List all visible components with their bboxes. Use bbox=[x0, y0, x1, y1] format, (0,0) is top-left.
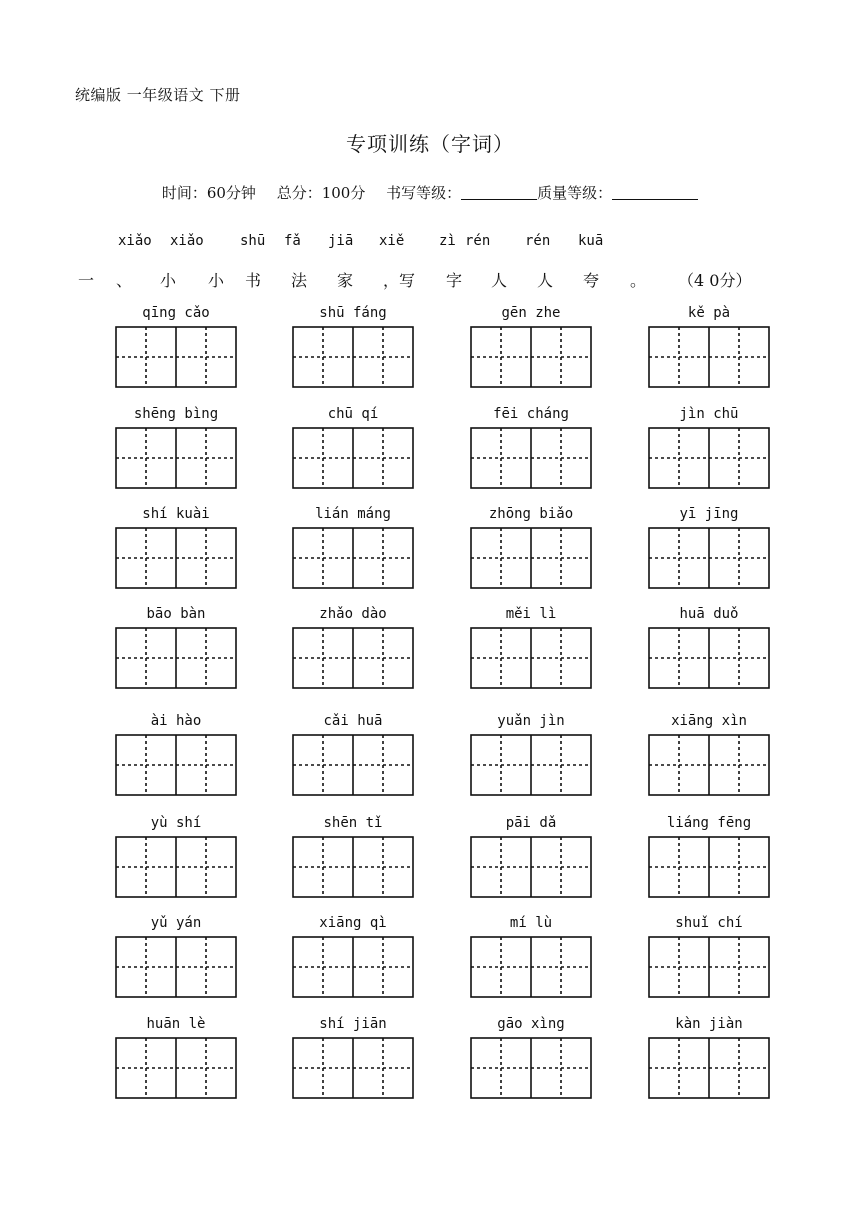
word-cell bbox=[115, 504, 237, 589]
word-cell bbox=[648, 813, 770, 898]
writing-box-pair[interactable] bbox=[115, 326, 237, 388]
writing-box-pair[interactable] bbox=[292, 734, 414, 796]
word-cell bbox=[648, 711, 770, 796]
word-cell bbox=[292, 404, 414, 489]
question-pinyin-syllable: kuā bbox=[578, 233, 604, 249]
word-pinyin: cǎi huā bbox=[323, 713, 383, 729]
word-pinyin: pāi dǎ bbox=[505, 815, 557, 831]
word-cell bbox=[470, 504, 592, 589]
word-cell bbox=[115, 303, 237, 388]
writing-box-pair[interactable] bbox=[115, 627, 237, 689]
word-cell bbox=[648, 303, 770, 388]
writing-box-pair[interactable] bbox=[115, 527, 237, 589]
question-pinyin-syllable: shū bbox=[240, 233, 266, 249]
question-pinyin-syllable: xiǎo bbox=[118, 233, 152, 249]
word-pinyin: gēn zhe bbox=[501, 305, 561, 321]
word-pinyin: chū qí bbox=[327, 406, 379, 422]
question-pinyin-syllable: rén bbox=[525, 233, 551, 249]
question-char: 人 bbox=[537, 271, 554, 290]
word-cell bbox=[470, 604, 592, 689]
page-header: 统编版 一年级语文 下册 bbox=[75, 86, 241, 104]
writing-box-pair[interactable] bbox=[292, 527, 414, 589]
writing-box-pair[interactable] bbox=[115, 427, 237, 489]
word-cell bbox=[648, 404, 770, 489]
word-cell bbox=[115, 813, 237, 898]
writing-box-pair[interactable] bbox=[470, 627, 592, 689]
word-pinyin: liáng fēng bbox=[666, 815, 752, 831]
writing-box-pair[interactable] bbox=[648, 527, 770, 589]
question-pinyin-syllable: fǎ bbox=[284, 233, 301, 249]
question-one bbox=[0, 268, 860, 292]
word-cell bbox=[648, 504, 770, 589]
question-number: 一 bbox=[78, 271, 95, 290]
question-pinyin-syllable: jiā bbox=[328, 233, 354, 249]
word-pinyin: mí lù bbox=[509, 915, 553, 931]
writing-box-pair[interactable] bbox=[648, 1037, 770, 1099]
word-pinyin: shuǐ chí bbox=[675, 915, 743, 931]
word-cell bbox=[470, 813, 592, 898]
word-pinyin: shēng bìng bbox=[133, 406, 219, 422]
question-points: （4 0分） bbox=[678, 271, 752, 290]
writing-box-pair[interactable] bbox=[648, 627, 770, 689]
word-pinyin: shēn tǐ bbox=[323, 815, 383, 831]
word-cell bbox=[470, 303, 592, 388]
question-char: 字 bbox=[446, 271, 463, 290]
word-cell bbox=[292, 604, 414, 689]
writing-box-pair[interactable] bbox=[470, 427, 592, 489]
writing-box-pair[interactable] bbox=[115, 836, 237, 898]
writing-box-pair[interactable] bbox=[470, 734, 592, 796]
question-char: 夸 bbox=[583, 271, 600, 290]
word-pinyin: gāo xìng bbox=[497, 1016, 565, 1032]
question-char: 家 bbox=[337, 271, 354, 290]
word-pinyin: xiāng qì bbox=[319, 915, 387, 931]
writing-box-pair[interactable] bbox=[470, 1037, 592, 1099]
writing-grade-blank[interactable] bbox=[461, 185, 537, 200]
word-pinyin: měi lì bbox=[505, 606, 557, 622]
writing-box-pair[interactable] bbox=[115, 1037, 237, 1099]
question-char: ，写 bbox=[383, 271, 416, 290]
question-pinyin-syllable: rén bbox=[465, 233, 491, 249]
writing-box-pair[interactable] bbox=[292, 936, 414, 998]
writing-box-pair[interactable] bbox=[648, 936, 770, 998]
word-cell bbox=[470, 711, 592, 796]
quality-grade-label: 质量等级： bbox=[537, 184, 613, 202]
question-char: 法 bbox=[291, 271, 308, 290]
exam-time: 时间：60分钟 bbox=[161, 184, 256, 202]
word-pinyin: shí jiān bbox=[319, 1016, 387, 1032]
word-cell bbox=[115, 404, 237, 489]
word-pinyin: xiāng xìn bbox=[671, 713, 747, 729]
word-pinyin: yuǎn jìn bbox=[497, 713, 565, 729]
word-cell bbox=[292, 913, 414, 998]
word-pinyin: kě pà bbox=[687, 305, 731, 321]
word-cell bbox=[648, 604, 770, 689]
word-cell bbox=[648, 1014, 770, 1099]
word-pinyin: lián máng bbox=[315, 506, 391, 522]
question-pinyin-syllable: zì bbox=[439, 233, 456, 249]
word-pinyin: huā duǒ bbox=[679, 606, 739, 622]
word-pinyin: zhōng biǎo bbox=[488, 506, 574, 522]
word-pinyin: shū fáng bbox=[319, 305, 387, 321]
word-cell bbox=[115, 604, 237, 689]
question-char: 书 bbox=[245, 271, 262, 290]
writing-box-pair[interactable] bbox=[470, 527, 592, 589]
word-pinyin: shí kuài bbox=[142, 506, 210, 522]
writing-box-pair[interactable] bbox=[292, 326, 414, 388]
word-cell bbox=[292, 1014, 414, 1099]
writing-box-pair[interactable] bbox=[470, 836, 592, 898]
writing-box-pair[interactable] bbox=[115, 734, 237, 796]
word-pinyin: bāo bàn bbox=[146, 606, 206, 622]
question-char: 、 bbox=[116, 271, 133, 290]
question-pinyin-syllable: xiǎo bbox=[170, 233, 204, 249]
word-pinyin: qīng cǎo bbox=[142, 305, 210, 321]
writing-box-pair[interactable] bbox=[648, 734, 770, 796]
writing-box-pair[interactable] bbox=[470, 936, 592, 998]
page-title: 专项训练（字词） bbox=[346, 132, 514, 156]
word-pinyin: kàn jiàn bbox=[675, 1016, 743, 1032]
writing-box-pair[interactable] bbox=[115, 936, 237, 998]
word-cell bbox=[470, 913, 592, 998]
writing-box-pair[interactable] bbox=[648, 427, 770, 489]
exam-info bbox=[0, 182, 860, 203]
writing-box-pair[interactable] bbox=[648, 836, 770, 898]
word-cell bbox=[292, 303, 414, 388]
word-cell bbox=[115, 711, 237, 796]
word-pinyin: zhǎo dào bbox=[319, 606, 387, 622]
question-char: 小 bbox=[160, 271, 177, 290]
writing-box-pair[interactable] bbox=[292, 427, 414, 489]
writing-box-pair[interactable] bbox=[292, 627, 414, 689]
word-pinyin: huān lè bbox=[146, 1016, 206, 1032]
question-pinyin-syllable: xiě bbox=[379, 233, 405, 249]
word-pinyin: jìn chū bbox=[679, 406, 739, 422]
writing-box-pair[interactable] bbox=[648, 326, 770, 388]
question-char: 人 bbox=[491, 271, 508, 290]
word-cell bbox=[292, 711, 414, 796]
word-pinyin: ài hào bbox=[150, 713, 202, 729]
quality-grade-blank[interactable] bbox=[612, 185, 698, 200]
word-pinyin: yǔ yán bbox=[150, 915, 202, 931]
exam-total-score: 总分：100分 bbox=[276, 184, 366, 202]
writing-box-pair[interactable] bbox=[470, 326, 592, 388]
writing-box-pair[interactable] bbox=[292, 836, 414, 898]
question-pinyin bbox=[0, 233, 860, 253]
word-cell bbox=[470, 1014, 592, 1099]
writing-grade bbox=[386, 184, 698, 202]
word-cell bbox=[470, 404, 592, 489]
question-char: 小 bbox=[208, 271, 225, 290]
writing-box-pair[interactable] bbox=[292, 1037, 414, 1099]
word-pinyin: yī jīng bbox=[679, 506, 739, 522]
word-cell bbox=[648, 913, 770, 998]
writing-grade-label: 书写等级： bbox=[386, 184, 462, 202]
word-cell bbox=[292, 504, 414, 589]
word-cell bbox=[115, 1014, 237, 1099]
question-char: 。 bbox=[630, 271, 647, 290]
word-pinyin: fēi cháng bbox=[493, 406, 569, 422]
word-cell bbox=[115, 913, 237, 998]
word-pinyin: yù shí bbox=[150, 815, 202, 831]
word-cell bbox=[292, 813, 414, 898]
